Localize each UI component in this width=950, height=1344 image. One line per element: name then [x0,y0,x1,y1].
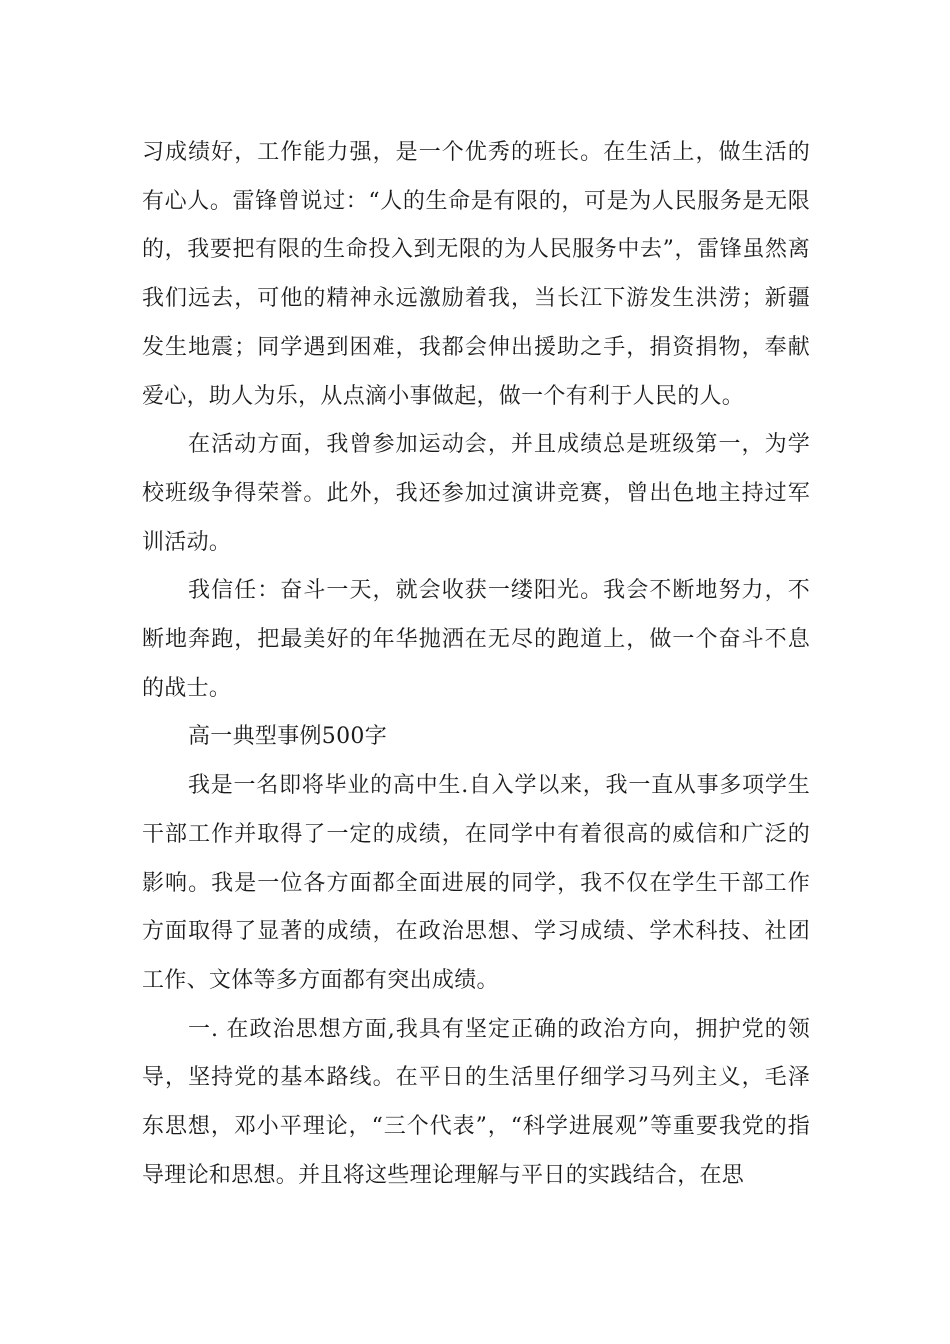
document-body [142,129,810,1200]
paragraph-introduction: 我是一名即将毕业的高中生.自入学以来，我一直从事多项学生干部工作并取得了一定的成绩，在同学中有着很高的威信和广泛的影响。我是一位各方面都全面进展的同学，我不仅在学生干部工作方面取得了显著的成绩，在政治思想、学习成绩、学术科技、社团工作、文体等多方面都有突出成绩。 [142,773,810,993]
paragraph-belief: 我信任：奋斗一天，就会收获一缕阳光。我会不断地努力，不断地奔跑，把最美好的年华抛洒在无尽的跑道上，做一个奋斗不息的战士。 [142,578,810,701]
paragraph-activities: 在活动方面，我曾参加运动会，并且成绩总是班级第一，为学校班级争得荣誉。此外，我还参加过演讲竞赛，曾出色地主持过军训活动。 [142,432,810,555]
section-heading: 高一典型事例500字 [188,724,387,750]
paragraph-political: 一. 在政治思想方面,我具有坚定正确的政治方向，拥护党的领导，坚持党的基本路线。在平日的生活里仔细学习马列主义，毛泽东思想，邓小平理论，“三个代表”，“科学进展观”等重要我党的指导理论和思想。并且将这些理论理解与平日的实践结合，在思 [142,1016,810,1188]
paragraph-continuation: 习成绩好，工作能力强，是一个优秀的班长。在生活上，做生活的有心人。雷锋曾说过：“人的生命是有限的，可是为人民服务是无限的，我要把有限的生命投入到无限的为人民服务中去”，雷锋虽然离我们远去，可他的精神永远激励着我，当长江下游发生洪涝；新疆发生地震；同学遇到困难，我都会伸出援助之手，捐资捐物，奉献爱心，助人为乐，从点滴小事做起，做一个有利于人民的人。 [142,140,810,409]
